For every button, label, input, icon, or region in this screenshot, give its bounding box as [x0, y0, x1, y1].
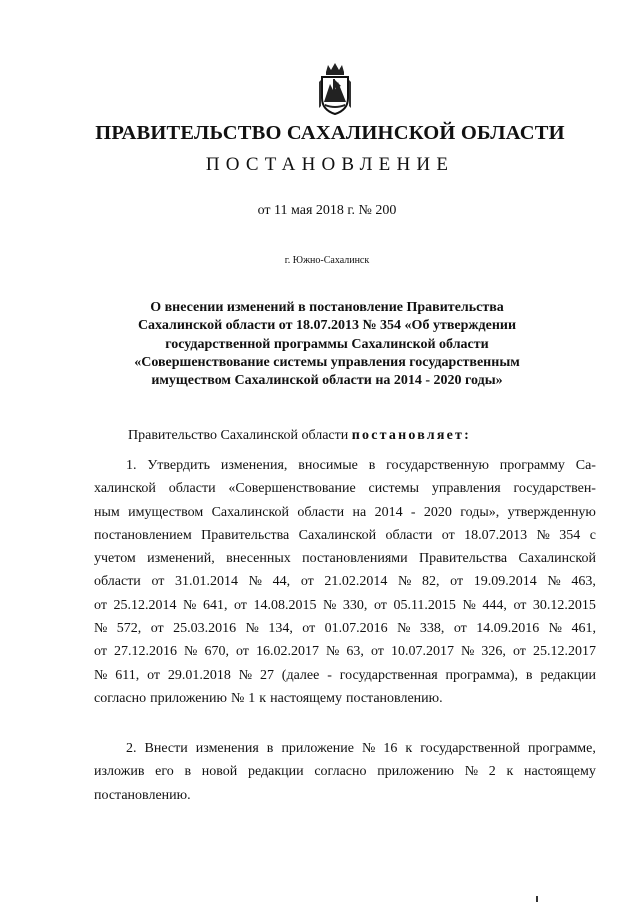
word: №: [548, 621, 562, 637]
word: Сахалинской: [211, 504, 290, 520]
page-mark: [536, 896, 538, 902]
word: №: [361, 741, 376, 756]
word: государственной: [420, 741, 520, 756]
word: №: [326, 644, 340, 660]
word: Правительства: [418, 551, 508, 567]
word: 30.12.2015: [532, 597, 596, 613]
word: новой: [201, 764, 238, 780]
word: 611,: [115, 667, 140, 683]
word: от: [450, 574, 464, 590]
word: 1: [248, 690, 256, 706]
word: №: [397, 621, 411, 637]
word: 27: [259, 667, 274, 683]
word: в: [525, 667, 533, 683]
word: №: [536, 527, 550, 543]
word: к: [405, 741, 413, 756]
word: имуществом: [128, 504, 204, 520]
word: постановлению.: [346, 690, 443, 706]
word: области: [385, 527, 433, 543]
word: 63,: [346, 644, 364, 660]
word: системы: [368, 481, 420, 497]
word: государствен-: [513, 481, 596, 497]
word: на: [352, 504, 367, 520]
word: 326,: [481, 644, 506, 660]
word: 641,: [202, 597, 228, 613]
word: от: [453, 621, 467, 637]
word: 444,: [482, 597, 507, 613]
word: 1.: [126, 458, 137, 473]
word: в: [368, 458, 376, 473]
word: редакции: [540, 667, 596, 683]
word: согласно: [94, 690, 147, 706]
word: 25.03.2016: [173, 621, 237, 637]
word: 44,: [272, 574, 291, 590]
word: №: [245, 621, 259, 637]
word: редакции: [247, 764, 304, 780]
word: 461,: [571, 621, 596, 637]
word: №: [184, 644, 198, 660]
word: от: [235, 644, 249, 660]
word: №: [248, 574, 263, 590]
word: государственную: [386, 458, 489, 473]
word: постановлением: [94, 527, 192, 543]
word: халинской: [94, 481, 156, 497]
text-line: [94, 784, 596, 807]
word: 572,: [116, 621, 142, 637]
word: от: [94, 597, 107, 613]
word: от: [94, 644, 107, 660]
word: 2020: [423, 504, 452, 520]
word: №: [464, 764, 479, 780]
word: от: [441, 527, 455, 543]
word: изменения,: [220, 458, 288, 473]
text-line: [94, 760, 596, 783]
text-line: [94, 454, 596, 477]
word: 338,: [419, 621, 445, 637]
subject-line: Сахалинской области от 18.07.2013 № 354 «Об утверждении: [137, 318, 517, 334]
word: 31.01.2014: [175, 574, 239, 590]
subject-line: государственной программы Сахалинской области: [165, 336, 489, 352]
government-title: ПРАВИТЕЛЬСТВО САХАЛИНСКОЙ ОБЛАСТИ: [95, 122, 565, 144]
word: №: [183, 597, 197, 613]
word: от: [512, 644, 526, 660]
word: постановлению.: [94, 787, 191, 803]
text-line: [94, 640, 596, 663]
word: Утвердить: [147, 458, 211, 473]
word: управления: [431, 481, 501, 497]
text-line: [94, 594, 596, 617]
word: программе,: [528, 741, 596, 756]
word: №: [398, 574, 412, 590]
word: внесенных: [226, 551, 291, 567]
decree-subject: [0, 299, 640, 390]
word: «Совершенствование: [228, 481, 356, 497]
word: ным: [94, 504, 120, 520]
word: №: [323, 597, 337, 613]
word: 330,: [342, 597, 368, 613]
word: 05.11.2015: [393, 597, 456, 613]
word: к: [506, 764, 514, 780]
word: от: [300, 574, 314, 590]
paragraph-1: [94, 454, 596, 710]
text-line: [94, 524, 596, 547]
city-name: г. Южно-Сахалинск: [284, 255, 370, 266]
word: к: [259, 690, 267, 706]
word: 16: [383, 741, 398, 756]
word: утвержденную: [507, 504, 596, 520]
word: изложив: [94, 764, 145, 780]
word: 27.12.2016: [113, 644, 177, 660]
word: 354: [559, 527, 581, 543]
word: от: [302, 621, 316, 637]
subject-line: О внесении изменений в постановление Правительства: [150, 300, 504, 315]
word: №: [94, 667, 108, 683]
word: изменений,: [147, 551, 215, 567]
word: Сахалинской: [518, 551, 596, 567]
coat-of-arms-icon: [318, 62, 352, 116]
paragraph-2: [94, 737, 596, 807]
word: от: [151, 574, 165, 590]
word: -: [327, 667, 332, 683]
word: 2.: [126, 741, 137, 756]
text-line: [94, 664, 596, 687]
word: в: [184, 764, 192, 780]
word: №: [94, 621, 108, 637]
word: от: [513, 597, 527, 613]
word: 2014: [374, 504, 403, 520]
word: изменения: [195, 741, 259, 756]
word: 25.12.2017: [532, 644, 596, 660]
subject-line: имуществом Сахалинской области на 2014 - 2020 годы»: [151, 373, 503, 389]
preamble: [128, 428, 471, 444]
word: №: [461, 644, 475, 660]
word: Са-: [575, 458, 596, 473]
word: его: [155, 764, 174, 780]
word: программу: [499, 458, 565, 473]
word: приложению: [377, 764, 454, 780]
word: Правительства: [201, 527, 290, 543]
word: от: [147, 667, 160, 683]
word: 670,: [204, 644, 229, 660]
word: постановлениями: [302, 551, 408, 567]
word: настоящему: [270, 690, 342, 706]
word: области: [168, 481, 216, 497]
word: 25.12.2014: [113, 597, 177, 613]
word: области: [297, 504, 345, 520]
word: вносимые: [298, 458, 358, 473]
word: -: [410, 504, 416, 520]
word: 29.01.2018: [167, 667, 231, 683]
word: 14.09.2016: [476, 621, 540, 637]
text-line: [94, 687, 596, 710]
word: программа),: [445, 667, 518, 683]
decree-date-number: от 11 мая 2018 г. № 200: [257, 203, 397, 218]
word: №: [547, 574, 561, 590]
word: от: [150, 621, 164, 637]
word: 10.07.2017: [390, 644, 454, 660]
text-line: [94, 501, 596, 524]
word: (далее: [281, 667, 320, 683]
text-line: [94, 570, 596, 593]
word: 2: [488, 764, 496, 780]
text-line: [94, 617, 596, 640]
word: приложению: [150, 690, 227, 706]
word: приложение: [281, 741, 354, 756]
word: в: [266, 741, 274, 756]
word: 19.09.2014: [473, 574, 537, 590]
text-line: [94, 547, 596, 570]
word: 18.07.2013: [464, 527, 528, 543]
word: области: [94, 574, 141, 590]
word: №: [238, 667, 253, 683]
word: Сахалинской: [298, 527, 377, 543]
word: учетом: [94, 551, 136, 567]
word: с: [589, 527, 596, 543]
word: №: [230, 690, 245, 706]
document-type: ПОСТАНОВЛЕНИЕ: [205, 154, 455, 175]
word: 463,: [571, 574, 596, 590]
word: от: [370, 644, 384, 660]
word: от: [373, 597, 387, 613]
word: согласно: [314, 764, 367, 780]
text-line: [94, 477, 596, 500]
preamble-emphasis: постановляет:: [351, 428, 471, 443]
preamble-text: Правительство Сахалинской области: [128, 428, 349, 443]
word: 82,: [422, 574, 440, 590]
word: 01.07.2016: [324, 621, 388, 637]
word: №: [462, 597, 476, 613]
word: 134,: [268, 621, 293, 637]
word: 16.02.2017: [255, 644, 319, 660]
word: Внести: [144, 741, 188, 756]
word: настоящему: [523, 764, 596, 780]
text-line: [94, 737, 596, 760]
word: от: [233, 597, 247, 613]
subject-line: «Совершенствование системы управления государственным: [134, 354, 520, 370]
word: годы»,: [460, 504, 500, 520]
word: 14.08.2015: [253, 597, 317, 613]
word: государственная: [339, 667, 438, 683]
word: 21.02.2014: [324, 574, 388, 590]
